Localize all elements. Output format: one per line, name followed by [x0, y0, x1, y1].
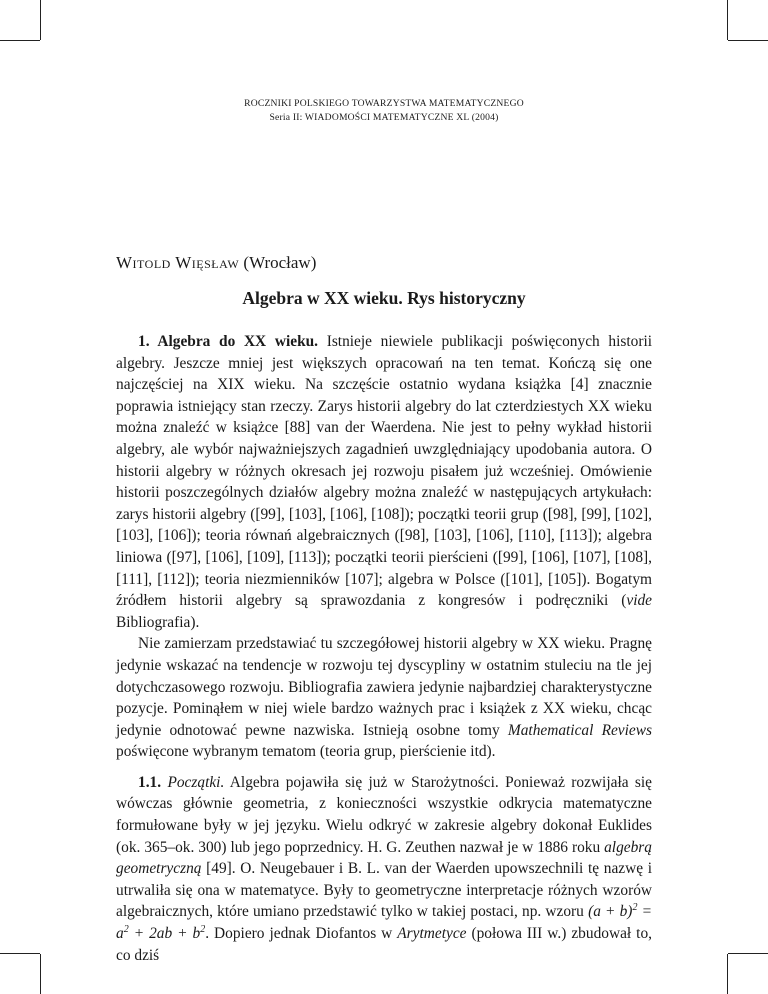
subsection-number: 1.1.: [138, 773, 162, 791]
crop-mark: [0, 953, 40, 954]
author-affiliation: (Wrocław): [243, 253, 317, 272]
book-title: Arytmetyce: [397, 925, 467, 943]
paragraph-text: Istnieje niewiele publikacji poświęconych historii algebry. Jeszcze mniej jest większych opracowań na ten temat. Kończą się one najczęściej na XIX wieku. Na szczęście ostatnio wydana książka [4] znacznie poprawia istniejący stan rzeczy. Zarys historii algebry do lat czterdziestych XX wieku można znaleźć w książce [88] van der Waerdena. Nie jest to pełny wykład historii algebry, ale wybór najważniejszych zagadnień uwzględniający upodobania autora. O historii algebry w różnych okresach jej rozwoju pisałem już wcześniej. Omówienie historii poszczególnych działów algebry można znaleźć w następujących artykułach: zarys historii algebry ([99], [103], [106], [108]); początki teorii grup ([98], [99], [102], [103], [106]); teoria równań algebraicznych ([98], [103], [106], [110], [113]); algebra liniowa ([97], [106], [109], [113]); początki teorii pierścieni ([99], [106], [107], [108], [111], [112]); teoria niezmienników [107]; algebra w Polsce ([101], [105]). Bogatym źródłem historii algebry są sprawozdania z kongresów i podręczniki (: [116, 333, 652, 610]
paragraph-text: Algebra pojawiła się już w Starożytności. Ponieważ rozwijała się wówczas głównie geometria, z konieczności wszystkie odkrycia matematyczne formułowane były w jej języku. Wielu odkryć w zakresie algebry dokonał Euklides (ok. 365–ok. 300) lub jego poprzednicy. H. G. Zeuthen nazwał je w 1886 roku: [116, 773, 652, 856]
crop-mark: [40, 0, 41, 40]
paragraph-text: (połowa III w.) zbudował to, co dziś: [116, 925, 652, 964]
crop-mark: [0, 40, 40, 41]
paragraph-text: [49]. O. Neugebauer i B. L. van der Waerden upowszechnili tę nazwę i utrwaliła się ona w matematyce. Były to geometryczne interpretacje różnych wzorów algebraicznych, które umiano przedstawić tylko w takiej postaci, np. wzoru: [116, 860, 652, 921]
paragraph-text: Nie zamierzam przedstawiać tu szczegółowej historii algebry w XX wieku. Pragnę jedynie wskazać na tendencje w rozwoju tej dyscypliny w ostatnim stuleciu na tle jej dotychczasowego rozwoju. Bibliografia zawiera jedynie najbardziej charakterystyczne pozycje. Pominąłem w niej wiele bardzo ważnych prac i książek z XX wieku, chcąc jedynie odnotować pewne nazwiska. Istnieją osobne tomy: [116, 635, 652, 739]
paragraph: [116, 772, 652, 966]
crop-mark: [727, 0, 728, 40]
crop-mark: [727, 954, 728, 994]
crop-mark: [40, 954, 41, 994]
series-info: Seria II: WIADOMOŚCI MATEMATYCZNE XL (2004): [269, 112, 499, 123]
emphasis-term: algebrą geometryczną: [116, 838, 652, 878]
author-name: Witold Więsław: [116, 253, 240, 272]
paragraph-text: poświęcone wybranym tematom (teoria grup, pierścienie itd).: [116, 743, 496, 761]
paragraph: [116, 633, 652, 763]
author-line: [116, 252, 316, 274]
crop-mark: [728, 953, 768, 954]
paragraph-text: . Dopiero jednak Diofantos w: [205, 925, 398, 943]
paragraph-text: Bibliografia).: [116, 613, 200, 631]
crop-mark: [728, 40, 768, 41]
paper-title: Algebra w XX wieku. Rys historyczny: [242, 288, 526, 308]
running-head: [0, 97, 768, 125]
body-text: [116, 331, 652, 966]
section-heading: 1. Algebra do XX wieku.: [138, 333, 319, 350]
paragraph: [116, 331, 652, 633]
journal-reference: Mathematical Reviews: [507, 721, 652, 739]
formula: $(a + b)^2 = a^2 + 2ab + b^2$: [116, 902, 652, 943]
paragraph-text: vide: [626, 592, 652, 610]
journal-name: ROCZNIKI POLSKIEGO TOWARZYSTWA MATEMATYCZNEGO: [244, 98, 524, 109]
subsection-heading: Początki.: [167, 773, 225, 791]
